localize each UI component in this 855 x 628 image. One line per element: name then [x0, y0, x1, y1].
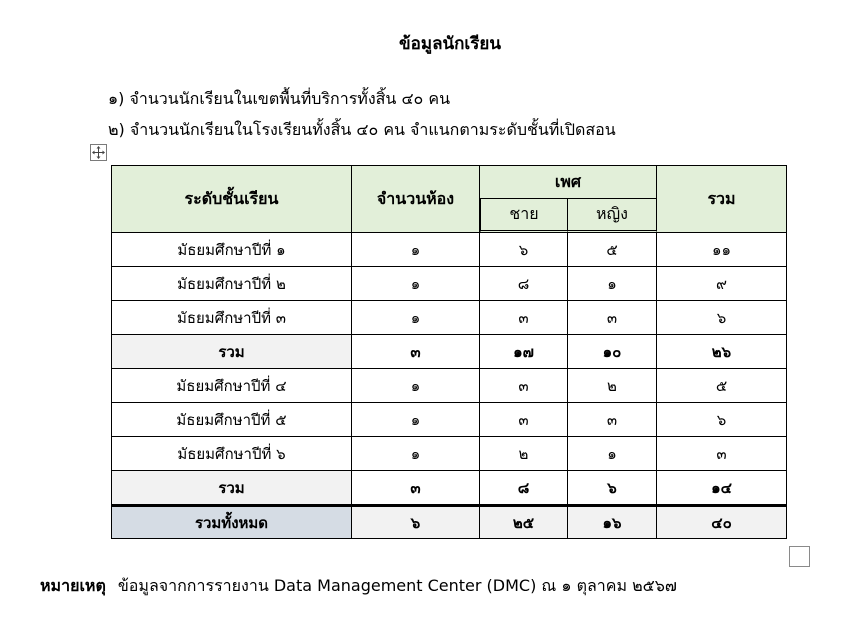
- table-row: [111, 437, 787, 471]
- cell-total: ๙: [657, 267, 787, 301]
- cell-rooms: ๑: [352, 403, 480, 437]
- table-row: [111, 233, 787, 267]
- cell-total: ๑๔: [657, 471, 787, 505]
- cell-rooms: ๑: [352, 233, 480, 267]
- header-rooms: จำนวนห้อง: [352, 165, 480, 233]
- cell-male: ๒: [480, 437, 568, 471]
- cell-level: มัธยมศึกษาปีที่ ๕: [111, 403, 352, 437]
- cell-rooms: ๑: [352, 369, 480, 403]
- table-move-handle-icon[interactable]: [90, 144, 107, 161]
- cell-total: ๖: [657, 403, 787, 437]
- paragraph-students-school: ๒) จำนวนนักเรียนในโรงเรียนทั้งสิ้น ๔๐ คน จำแนกตามระดับชั้นที่เปิดสอน: [108, 120, 616, 139]
- header-total: รวม: [657, 165, 787, 233]
- cell-male: ๑๗: [480, 335, 568, 369]
- footnote: [40, 574, 677, 599]
- table-row: [111, 369, 787, 403]
- cell-level: มัธยมศึกษาปีที่ ๔: [111, 369, 352, 403]
- header-male: ชาย: [480, 199, 568, 233]
- cell-level: มัธยมศึกษาปีที่ ๓: [111, 301, 352, 335]
- cell-total: ๓: [657, 437, 787, 471]
- table-row: [111, 301, 787, 335]
- document-title: ข้อมูลนักเรียน: [399, 34, 501, 54]
- cell-total: ๔๐: [657, 505, 787, 539]
- paragraph-students-service-area: ๑) จำนวนนักเรียนในเขตพื้นที่บริการทั้งสิ้น ๔๐ คน: [108, 89, 451, 108]
- header-level: ระดับชั้นเรียน: [111, 165, 352, 233]
- cell-total: ๕: [657, 369, 787, 403]
- subtotal-row: [111, 335, 787, 369]
- student-data-table: [111, 165, 787, 539]
- cell-rooms: ๖: [352, 505, 480, 539]
- cell-female: ๑๖: [568, 505, 657, 539]
- table-row: [111, 403, 787, 437]
- cell-level: รวมทั้งหมด: [111, 505, 352, 539]
- cell-female: ๓: [568, 403, 657, 437]
- cell-level: มัธยมศึกษาปีที่ ๒: [111, 267, 352, 301]
- grand-total-row: [111, 505, 787, 539]
- cell-male: ๓: [480, 403, 568, 437]
- cell-female: ๕: [568, 233, 657, 267]
- cell-female: ๒: [568, 369, 657, 403]
- table-resize-handle-icon[interactable]: [789, 546, 810, 567]
- cell-total: ๖: [657, 301, 787, 335]
- cell-male: ๓: [480, 301, 568, 335]
- cell-male: ๓: [480, 369, 568, 403]
- cell-total: ๑๑: [657, 233, 787, 267]
- cell-rooms: ๓: [352, 335, 480, 369]
- header-gender: เพศ: [480, 165, 657, 199]
- cell-level: รวม: [111, 335, 352, 369]
- subtotal-row: [111, 471, 787, 505]
- cell-level: มัธยมศึกษาปีที่ ๖: [111, 437, 352, 471]
- cell-female: ๑๐: [568, 335, 657, 369]
- cell-female: ๓: [568, 301, 657, 335]
- cell-male: ๘: [480, 471, 568, 505]
- cell-male: ๘: [480, 267, 568, 301]
- cell-female: ๖: [568, 471, 657, 505]
- cell-level: รวม: [111, 471, 352, 505]
- cell-rooms: ๓: [352, 471, 480, 505]
- cell-male: ๒๕: [480, 505, 568, 539]
- cell-rooms: ๑: [352, 437, 480, 471]
- note-text: ข้อมูลจากการรายงาน Data Management Center (DMC) ณ ๑ ตุลาคม ๒๕๖๗: [117, 576, 677, 595]
- cell-male: ๖: [480, 233, 568, 267]
- cell-rooms: ๑: [352, 301, 480, 335]
- cell-female: ๑: [568, 267, 657, 301]
- cell-rooms: ๑: [352, 267, 480, 301]
- header-female: หญิง: [568, 199, 657, 233]
- note-label: หมายเหตุ: [40, 576, 106, 595]
- table-row: [111, 267, 787, 301]
- cell-total: ๒๖: [657, 335, 787, 369]
- cell-level: มัธยมศึกษาปีที่ ๑: [111, 233, 352, 267]
- cell-female: ๑: [568, 437, 657, 471]
